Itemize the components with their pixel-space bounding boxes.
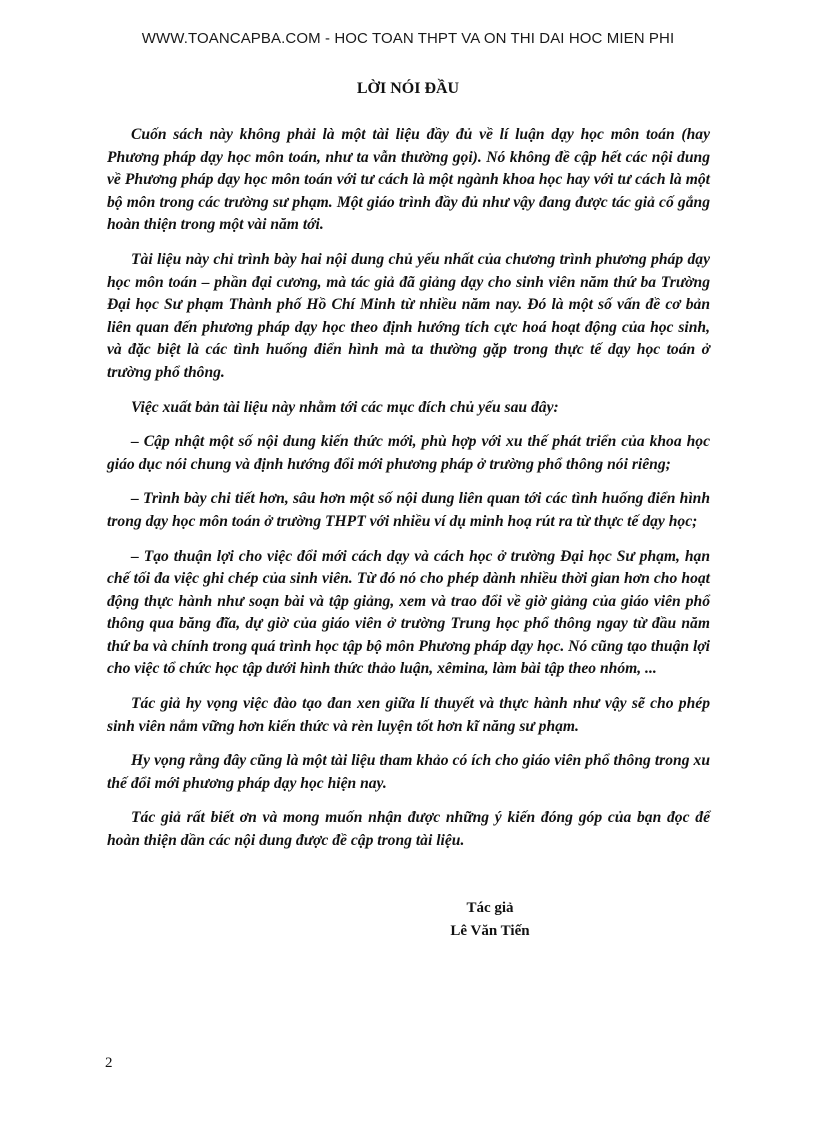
- site-watermark: WWW.TOANCAPBA.COM - HOC TOAN THPT VA ON THI DAI HOC MIEN PHI: [141, 30, 675, 47]
- author-role: Tác giả: [466, 900, 514, 916]
- list-item: – Trình bày chi tiết hơn, sâu hơn một số nội dung liên quan tới các tình huống điển hình trong dạy học môn toán ở trường THPT với nhiều ví dụ minh hoạ rút ra từ thực tế dạy học;: [107, 490, 710, 530]
- paragraph: Tài liệu này chỉ trình bày hai nội dung chủ yếu nhất của chương trình phương pháp dạy học môn toán – phần đại cương, mà tác giả đã giảng dạy cho sinh viên năm thứ ba Trường Đại học Sư phạm Thành phố Hồ Chí Minh từ nhiều năm nay. Đó là một số vấn đề cơ bản liên quan đến phương pháp dạy học theo định hướng tích cực hoá hoạt động của học sinh, và đặc biệt là các tình huống điển hình mà ta thường gặp trong thực tế dạy học toán ở trường phổ thông.: [107, 250, 710, 381]
- paragraph: Tác giả rất biết ơn và mong muốn nhận được những ý kiến đóng góp của bạn đọc để hoàn thiện dần các nội dung được đề cập trong tài liệu.: [107, 809, 710, 850]
- page-number: 2: [105, 1055, 113, 1071]
- list-item: – Tạo thuận lợi cho việc đổi mới cách dạy và cách học ở trường Đại học Sư phạm, hạn chế tối đa việc ghi chép của sinh viên. Từ đó nó cho phép dành nhiều thời gian hơn cho hoạt động thực hành như soạn bài và tập giảng, xem và trao đổi về giờ giảng của giáo viên phổ thông qua băng đĩa, dự giờ của giáo viên ở trường Trung học phổ thông ngay từ đầu năm thứ ba và chính trong quá trình học tập bộ môn Phương pháp dạy học. Nó cũng tạo thuận lợi cho việc tổ chức học tập dưới hình thức thảo luận, xêmina, làm bài tập theo nhóm, ...: [107, 547, 710, 678]
- document-body: [107, 124, 710, 865]
- author-name: Lê Văn Tiến: [450, 923, 530, 939]
- list-item: – Cập nhật một số nội dung kiến thức mới, phù hợp với xu thế phát triển của khoa học giáo dục nói chung và định hướng đổi mới phương pháp ở trường phổ thông nói riêng;: [107, 433, 710, 473]
- paragraph: Cuốn sách này không phải là một tài liệu đầy đủ về lí luận dạy học môn toán (hay Phương pháp dạy học môn toán, như ta vẫn thường gọi). Nó không đề cập hết các nội dung về Phương pháp dạy học môn toán với tư cách là một ngành khoa học hay với tư cách là một bộ môn trong các trường sư phạm. Một giáo trình đầy đủ như vậy đang được tác giả cố gắng hoàn thiện trong một vài năm tới.: [107, 126, 710, 234]
- paragraph: Việc xuất bản tài liệu này nhằm tới các mục đích chủ yếu sau đây:: [131, 398, 559, 416]
- page-title: LỜI NÓI ĐẦU: [356, 80, 460, 97]
- paragraph: Tác giả hy vọng việc đào tạo đan xen giữa lí thuyết và thực hành như vậy sẽ cho phép sinh viên nắm vững hơn kiến thức và rèn luyện tốt hơn kĩ năng sư phạm.: [107, 695, 710, 735]
- author-signature: [440, 897, 540, 943]
- paragraph: Hy vọng rằng đây cũng là một tài liệu tham khảo có ích cho giáo viên phổ thông trong xu thế đổi mới phương pháp dạy học hiện nay.: [107, 752, 710, 792]
